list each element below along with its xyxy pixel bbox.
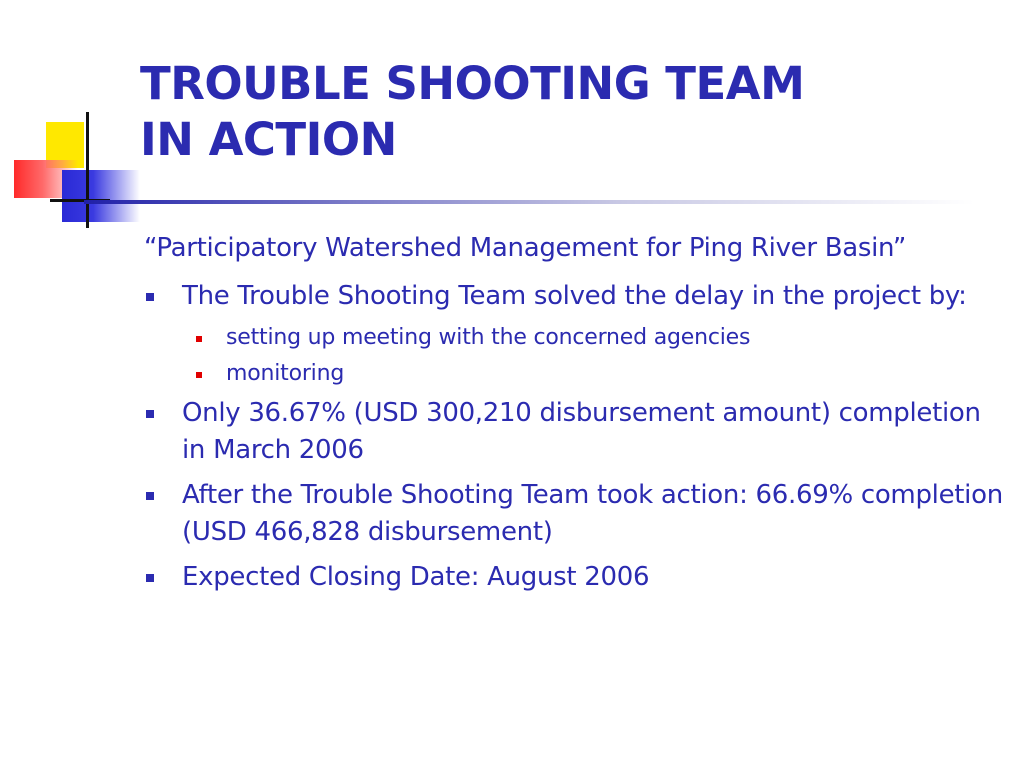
title-underline-rule xyxy=(84,200,974,204)
bullet-item xyxy=(144,477,1004,551)
title-line-1: TROUBLE SHOOTING TEAM xyxy=(140,57,805,110)
square-bullet-icon xyxy=(146,492,154,500)
project-name: “Participatory Watershed Management for Ping River Basin” xyxy=(144,233,906,263)
bullet-item xyxy=(144,395,1004,469)
bullet-text: After the Trouble Shooting Team took action: 66.69% completion (USD 466,828 disbursement) xyxy=(182,480,1003,547)
square-bullet-icon xyxy=(146,293,154,301)
sub-bullet-text: monitoring xyxy=(226,361,345,386)
bullet-text: Expected Closing Date: August 2006 xyxy=(182,562,650,592)
slide-body xyxy=(144,230,1004,604)
title-line-2: IN ACTION xyxy=(140,113,397,166)
sub-bullet-item xyxy=(144,359,1004,389)
logo-blue-square xyxy=(62,170,140,222)
square-bullet-icon xyxy=(146,574,154,582)
bullet-text: Only 36.67% (USD 300,210 disbursement amount) completion in March 2006 xyxy=(182,398,981,465)
logo-vertical-line xyxy=(86,112,89,228)
square-bullet-icon xyxy=(146,410,154,418)
bullet-item xyxy=(144,559,1004,596)
bullet-item xyxy=(144,278,1004,315)
bullet-text: The Trouble Shooting Team solved the delay in the project by: xyxy=(182,281,967,311)
sub-bullet-item xyxy=(144,323,1004,353)
red-square-bullet-icon xyxy=(196,372,202,378)
sub-bullet-text: setting up meeting with the concerned agencies xyxy=(226,325,751,350)
slide-title xyxy=(140,56,1000,168)
red-square-bullet-icon xyxy=(196,336,202,342)
